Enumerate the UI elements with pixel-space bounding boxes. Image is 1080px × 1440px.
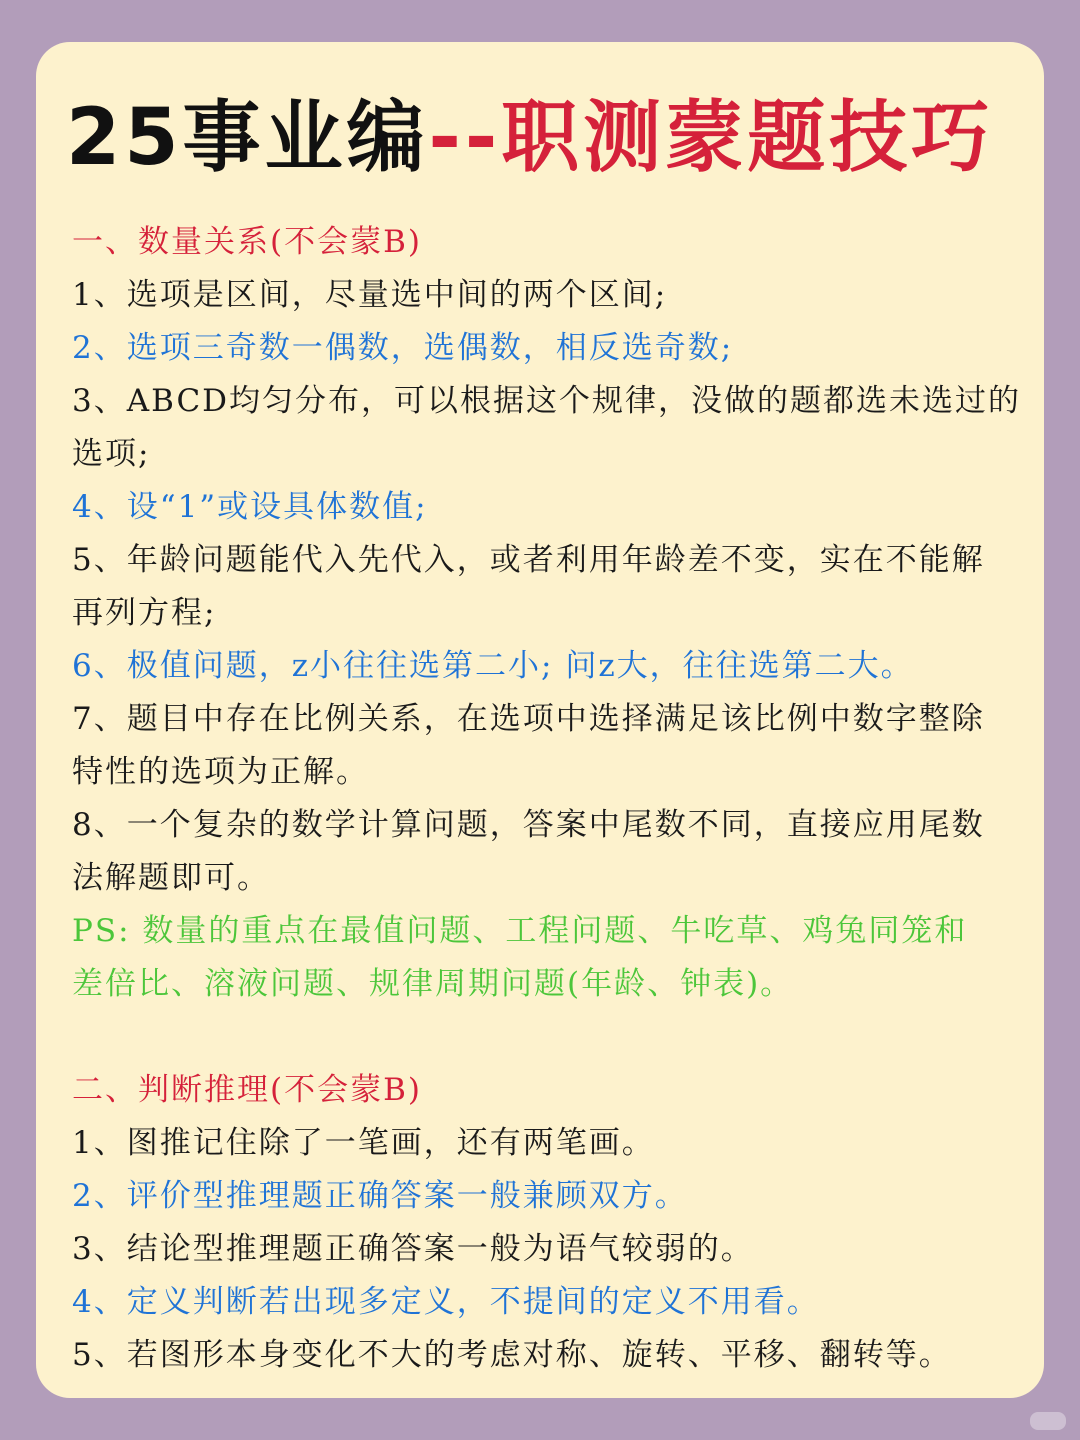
tip-line: 6、极值问题，z小往往选第二小; 问z大，往往选第二大。 [72,648,914,684]
tip-line: 4、定义判断若出现多定义，不提间的定义不用看。 [72,1284,820,1320]
section-heading-quantity: 一、数量关系(不会蒙B) [72,224,422,260]
title-prefix: 25事业编 [66,93,429,183]
tip-line: 8、一个复杂的数学计算问题，答案中尾数不同，直接应用尾数 [72,807,985,843]
tip-line: 1、选项是区间，尽量选中间的两个区间; [72,277,668,313]
section-spacer [72,1011,992,1064]
tip-line: 选项; [72,436,151,472]
ps-note: PS: 数量的重点在最值问题、工程问题、牛吃草、鸡兔同笼和 [72,913,968,949]
page-title [66,88,1026,188]
tip-line: 法解题即可。 [72,860,270,896]
watermark-badge [1030,1412,1066,1430]
ps-note: 差倍比、溶液问题、规律周期问题(年龄、钟表)。 [72,966,794,1002]
section-heading-reasoning: 二、判断推理(不会蒙B) [72,1072,422,1108]
article-body [72,216,1022,1382]
tip-line: 1、图推记住除了一笔画，还有两笔画。 [72,1125,655,1161]
tip-line: 5、若图形本身变化不大的考虑对称、旋转、平移、翻转等。 [72,1337,952,1373]
tip-line: 5、年龄问题能代入先代入，或者利用年龄差不变，实在不能解 [72,542,985,578]
tip-line: 2、选项三奇数一偶数，选偶数，相反选奇数; [72,330,734,366]
tip-line: 2、评价型推理题正确答案一般兼顾双方。 [72,1178,688,1214]
tip-line: 再列方程; [72,595,217,631]
title-suffix: --职测蒙题技巧 [428,93,994,183]
tip-line: 4、设“1”或设具体数值; [72,489,428,525]
tip-line: 3、ABCD均匀分布，可以根据这个规律，没做的题都选未选过的 [72,383,1022,419]
tip-line: 7、题目中存在比例关系，在选项中选择满足该比例中数字整除 [72,701,985,737]
tip-line: 3、结论型推理题正确答案一般为语气较弱的。 [72,1231,754,1267]
tip-line: 特性的选项为正解。 [72,754,369,790]
